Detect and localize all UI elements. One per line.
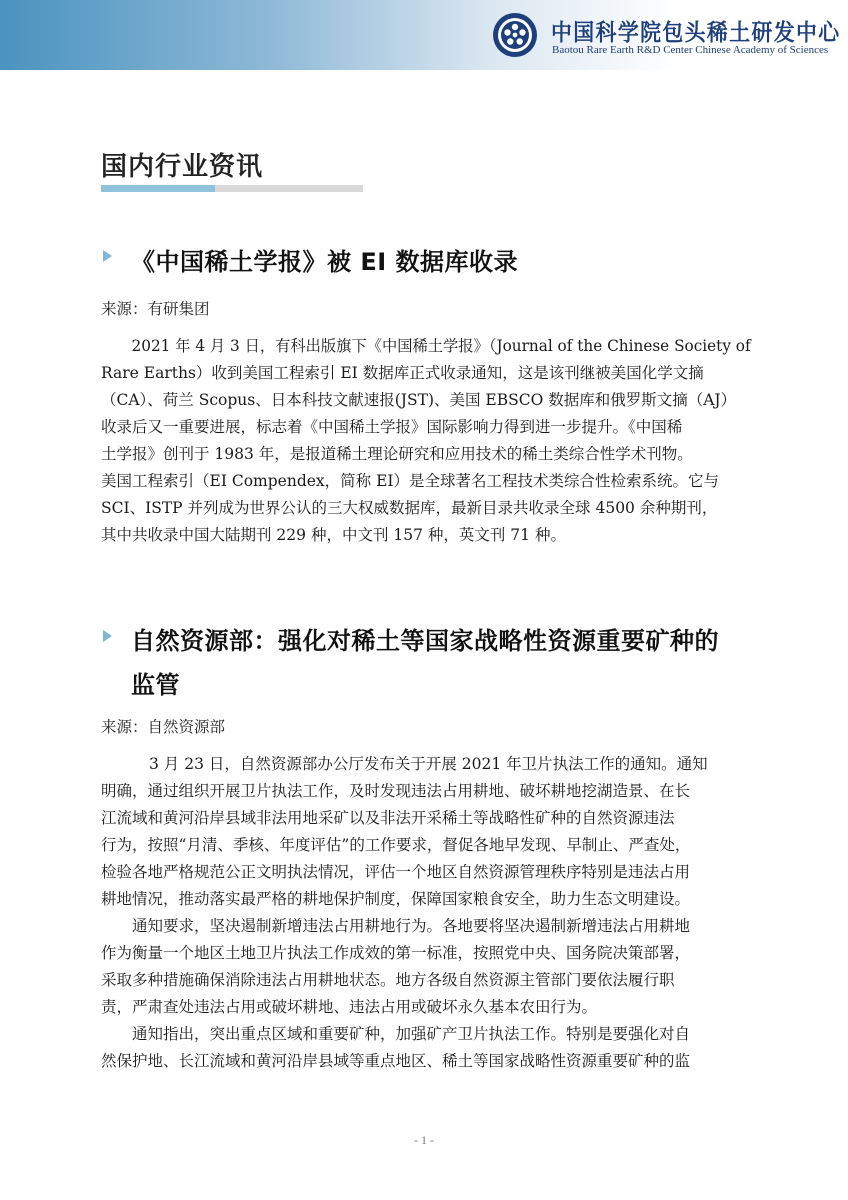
- org-name-cn: 中国科学院包头稀土研发中心: [551, 19, 841, 46]
- paragraph-line: Rare Earths）收到美国工程索引 EI 数据库正式收录通知，这是该刊继被美国化学文摘: [101, 364, 704, 382]
- paragraph-line: 美国工程索引（EI Compendex，简称 EI）是全球著名工程技术类综合性检索系统。它与: [101, 472, 720, 490]
- paragraph-line: 然保护地、长江流域和黄河沿岸县域等重点地区、稀土等国家战略性资源重要矿种的监: [101, 1052, 691, 1070]
- article-paragraph: [101, 913, 751, 1021]
- page-number: - 1 -: [414, 1133, 434, 1147]
- article-title: 《中国稀土学报》被 EI 数据库收录: [131, 248, 519, 276]
- section-underline-accent: [101, 185, 215, 192]
- article-paragraph: [101, 751, 751, 913]
- section-underline-gray: [215, 185, 363, 192]
- article-title-line: 监管: [131, 671, 180, 699]
- paragraph-line: 耕地情况，推动落实最严格的耕地保护制度，保障国家粮食安全，助力生态文明建设。: [101, 890, 691, 908]
- paragraph-line: 其中共收录中国大陆期刊 229 种，中文刊 157 种，英文刊 71 种。: [101, 526, 566, 544]
- paragraph-line: 江流域和黄河沿岸县域非法用地采矿以及非法开采稀土等战略性矿种的自然资源违法: [101, 809, 675, 827]
- article-source: 来源：有研集团: [101, 300, 210, 318]
- paragraph-line: 2021 年 4 月 3 日，有科出版旗下《中国稀土学报》（Journal of the Chinese Society of: [131, 337, 751, 355]
- article-source: 来源：自然资源部: [101, 718, 226, 736]
- paragraph-line: 土学报》创刊于 1983 年，是报道稀土理论研究和应用技术的稀土类综合性学术刊物。: [101, 445, 693, 463]
- org-name-en: Baotou Rare Earth R&D Center Chinese Academy of Sciences: [552, 44, 829, 56]
- paragraph-line: 检验各地严格规范公正文明执法情况，评估一个地区自然资源管理秩序特别是违法占用: [101, 863, 691, 881]
- cas-emblem-icon: [492, 12, 538, 58]
- paragraph-line: 通知指出，突出重点区域和重要矿种，加强矿产卫片执法工作。特别是要强化对自: [132, 1025, 691, 1043]
- article-title-line: 自然资源部：强化对稀土等国家战略性资源重要矿种的: [131, 627, 719, 655]
- paragraph-line: 收录后又一重要进展，标志着《中国稀土学报》国际影响力得到进一步提升。《中国稀: [101, 418, 683, 436]
- paragraph-line: 行为，按照“月清、季核、年度评估”的工作要求，督促各地早发现、早制止、严查处，: [101, 836, 691, 854]
- paragraph-line: 3 月 23 日，自然资源部办公厅发布关于开展 2021 年卫片执法工作的通知。通知: [149, 755, 708, 773]
- paragraph-line: 通知要求，坚决遏制新增违法占用耕地行为。各地要将坚决遏制新增违法占用耕地: [132, 917, 691, 935]
- bullet-triangle-icon: [103, 250, 112, 262]
- paragraph-line: 责，严肃查处违法占用或破坏耕地、违法占用或破坏永久基本农田行为。: [101, 998, 598, 1016]
- section-title: 国内行业资讯: [101, 152, 264, 182]
- paragraph-line: 作为衡量一个地区土地卫片执法工作成效的第一标准，按照党中央、国务院决策部署，: [101, 944, 691, 962]
- bullet-triangle-icon: [103, 630, 112, 642]
- article-paragraph: [101, 1021, 751, 1075]
- paragraph-line: 明确，通过组织开展卫片执法工作，及时发现违法占用耕地、破坏耕地挖湖造景、在长: [101, 782, 691, 800]
- paragraph-line: SCI、ISTP 并列成为世界公认的三大权威数据库，最新目录共收录全球 4500 余种期刊，: [101, 499, 718, 517]
- paragraph-line: （CA）、荷兰 Scopus、日本科技文献速报(JST)、美国 EBSCO 数据库和俄罗斯文摘（AJ）: [101, 391, 737, 409]
- article-paragraph: [101, 333, 751, 549]
- paragraph-line: 采取多种措施确保消除违法占用耕地状态。地方各级自然资源主管部门要依法履行职: [101, 971, 675, 989]
